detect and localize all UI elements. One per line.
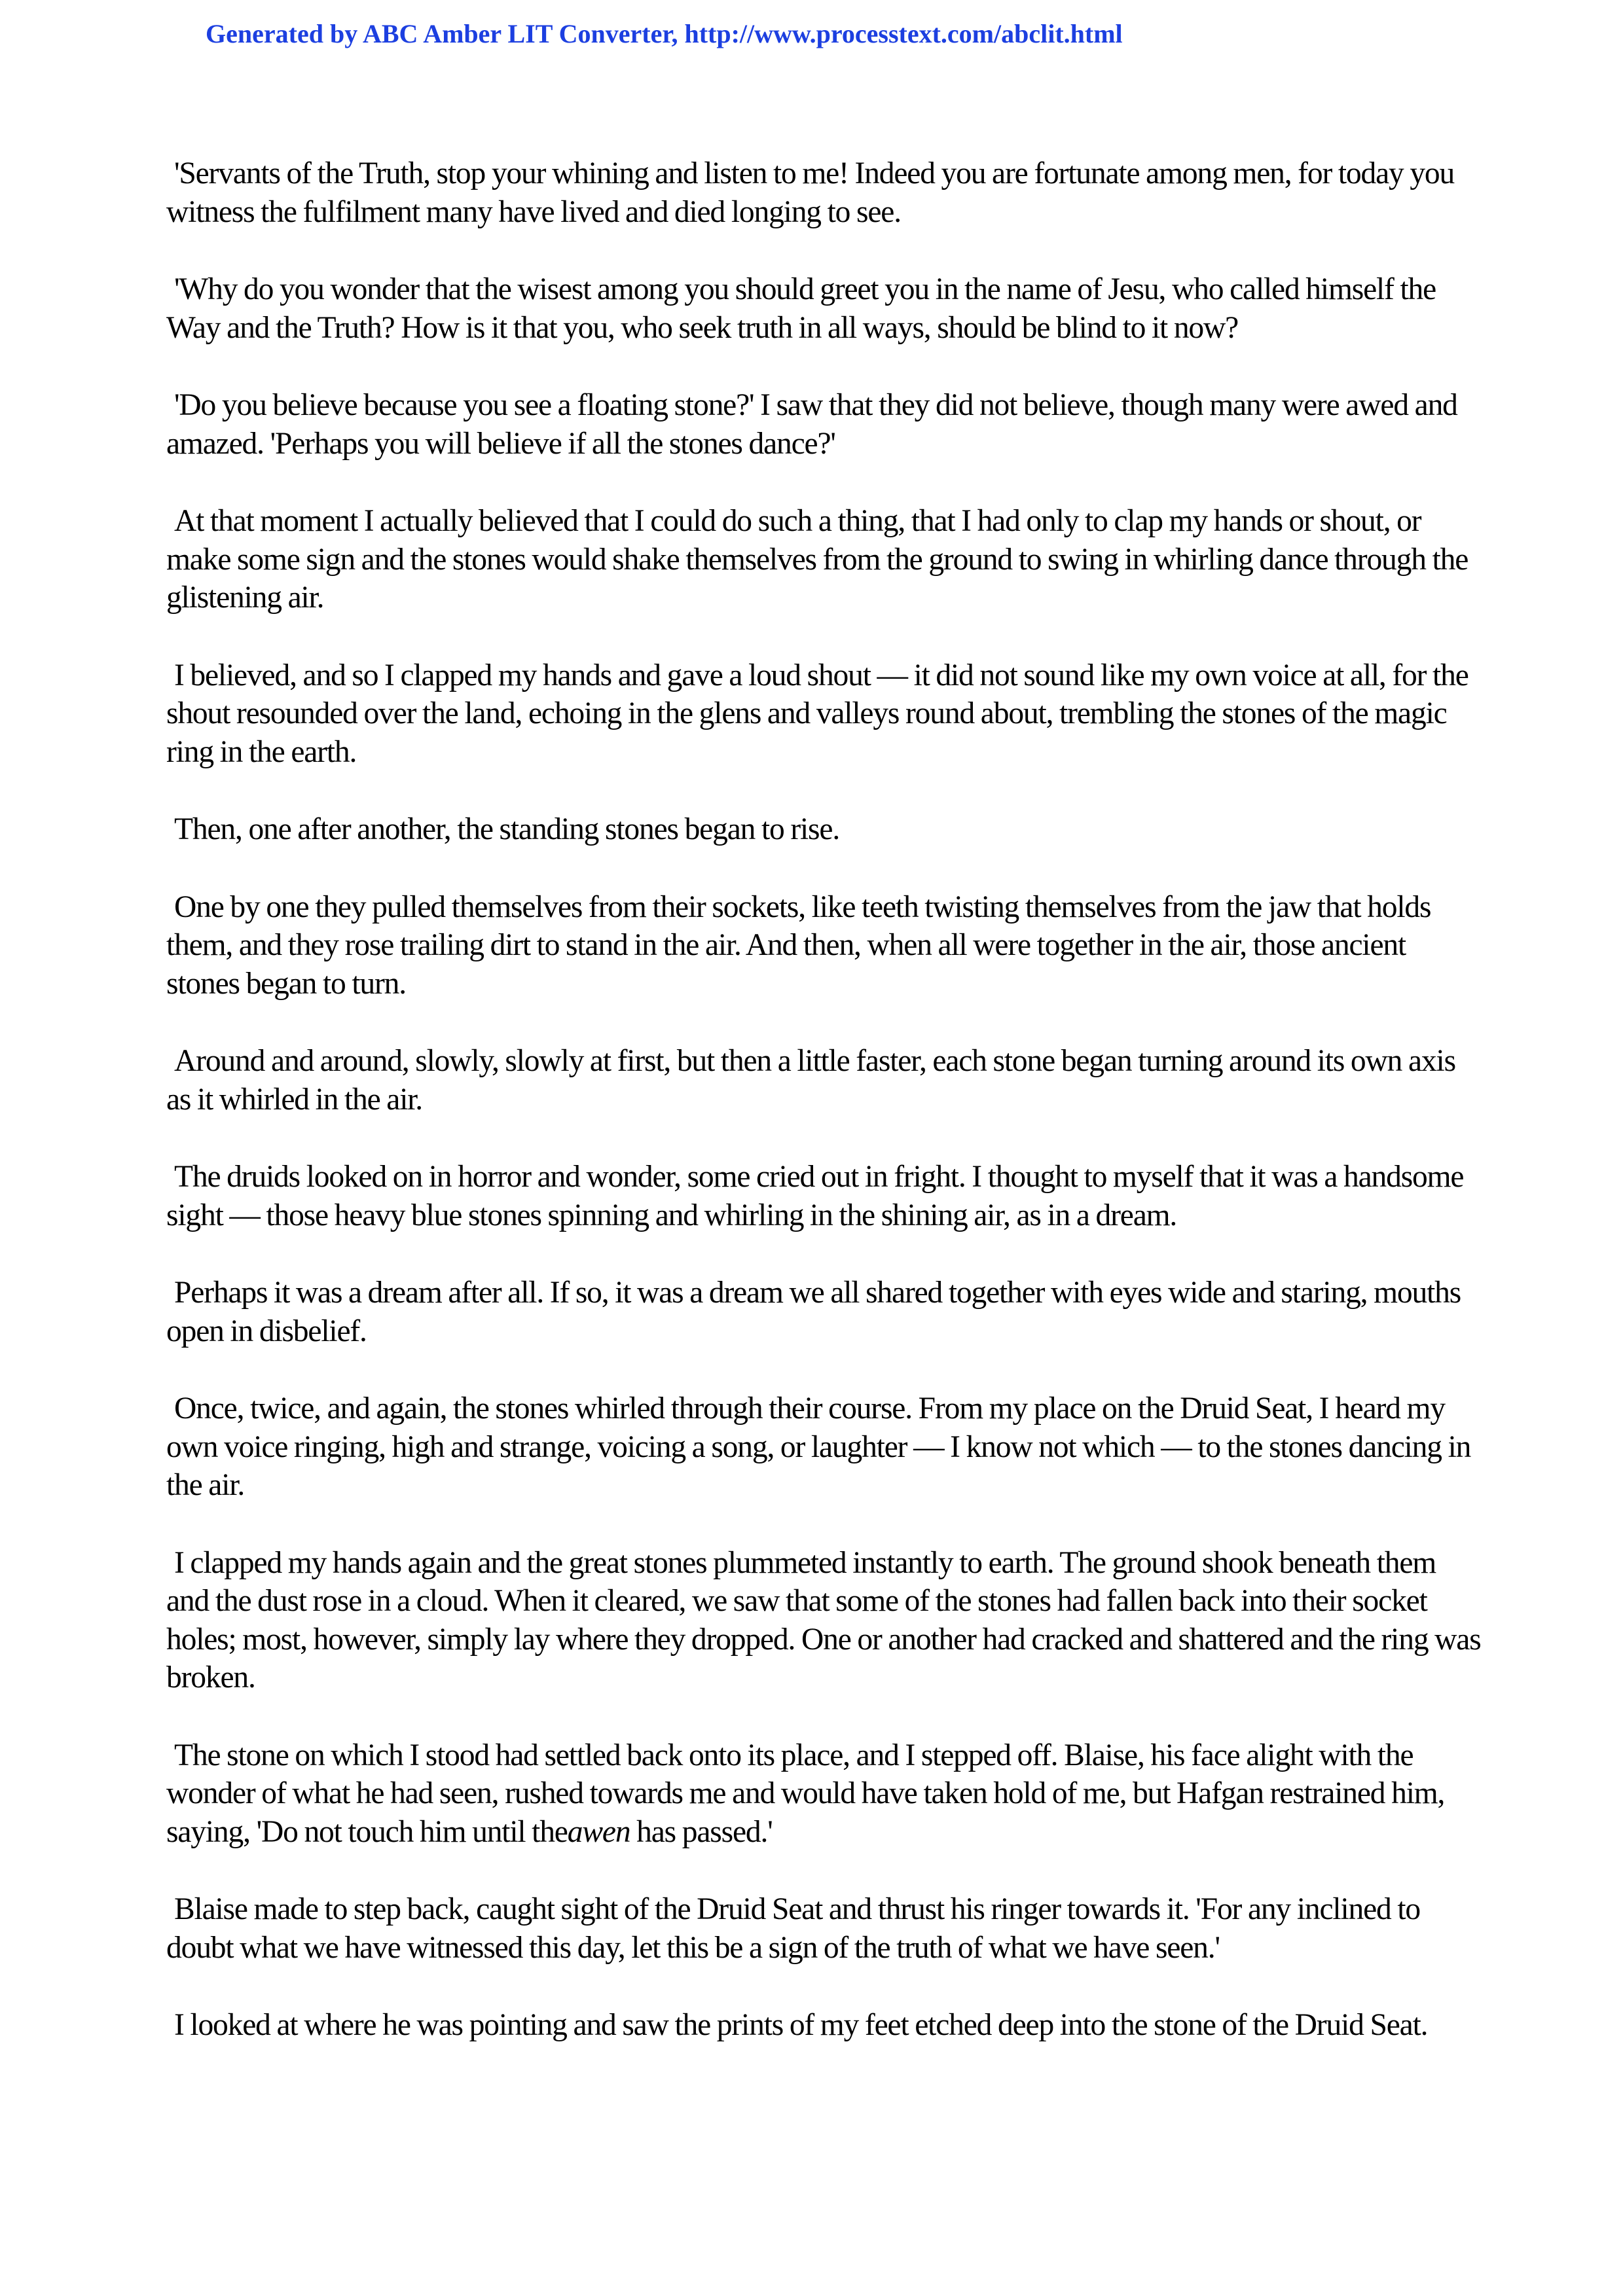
paragraph-15: I looked at where he was pointing and saw the prints of my feet etched deep into the stone of the Druid Seat. — [174, 2008, 1428, 2042]
paragraph-13-text: The stone on which I stood had settled back onto its place, and I stepped off. Blaise, his face alight with the wonder of what he had seen, rushed towards me and would have taken hold of me, but Hafgan restrained him, saying, 'Do not touch him until the — [166, 1738, 1445, 1849]
paragraph-13 — [166, 1736, 1482, 1852]
paragraph-14: Blaise made to step back, caught sight of the Druid Seat and thrust his ringer towards it. 'For any inclined to doubt what we have witnessed this day, let this be a sign of the truth of what we have seen.' — [166, 1892, 1420, 1965]
paragraph-4: At that moment I actually believed that I could do such a thing, that I had only to clap my hands or shout, or make some sign and the stones would shake themselves from the ground to swing in whirling dance through the glistening air. — [166, 504, 1468, 615]
header-text: Generated by ABC Amber LIT Converter, — [206, 19, 685, 48]
paragraph-9: The druids looked on in horror and wonder, some cried out in fright. I thought to myself that it was a handsome sight — those heavy blue stones spinning and whirling in the shining air, as in a dream. — [166, 1160, 1464, 1232]
paragraph-10: Perhaps it was a dream after all. If so, it was a dream we all shared together with eyes wide and staring, mouths open in disbelief. — [166, 1276, 1461, 1348]
converter-header — [206, 17, 1123, 51]
paragraph-3: 'Do you believe because you see a floating stone?' I saw that they did not believe, though many were awed and amazed. 'Perhaps you will believe if all the stones dance?' — [166, 388, 1457, 461]
paragraph-13-end: has passed.' — [630, 1814, 773, 1849]
awen-word: awen — [567, 1814, 630, 1849]
paragraph-11: Once, twice, and again, the stones whirled through their course. From my place on the Druid Seat, I heard my own voice ringing, high and strange, voicing a song, or laughter — I know not which — to the stones dancing in the air. — [166, 1391, 1471, 1502]
paragraph-6: Then, one after another, the standing stones began to rise. — [174, 812, 840, 846]
paragraph-12: I clapped my hands again and the great stones plummeted instantly to earth. The ground shook beneath them and the dust rose in a cloud. When it cleared, we saw that some of the stones had fallen back into their socket holes; most, however, simply lay where they dropped. One or another had cracked and shattered and the ring was broken. — [166, 1545, 1481, 1695]
paragraph-1: 'Servants of the Truth, stop your whining and listen to me! Indeed you are fortunate among men, for today you witness the fulfilment many have lived and died longing to see. — [166, 156, 1455, 229]
paragraph-5: I believed, and so I clapped my hands and gave a loud shout — it did not sound like my own voice at all, for the shout resounded over the land, echoing in the glens and valleys round about, trembling the stones of the magic ring in the earth. — [166, 658, 1468, 769]
paragraph-8: Around and around, slowly, slowly at first, but then a little faster, each stone began turning around its own axis as it whirled in the air. — [166, 1044, 1455, 1117]
paragraph-7: One by one they pulled themselves from their sockets, like teeth twisting themselves from the jaw that holds them, and they rose trailing dirt to stand in the air. And then, when all were together in the air, those ancient stones began to turn. — [166, 889, 1431, 1001]
converter-link[interactable]: http://www.processtext.com/abclit.html — [684, 19, 1123, 48]
paragraph-2: 'Why do you wonder that the wisest among you should greet you in the name of Jesu, who called himself the Way and the Truth? How is it that you, who seek truth in all ways, should be blind to it now? — [166, 272, 1436, 345]
body-text — [166, 154, 1482, 2084]
